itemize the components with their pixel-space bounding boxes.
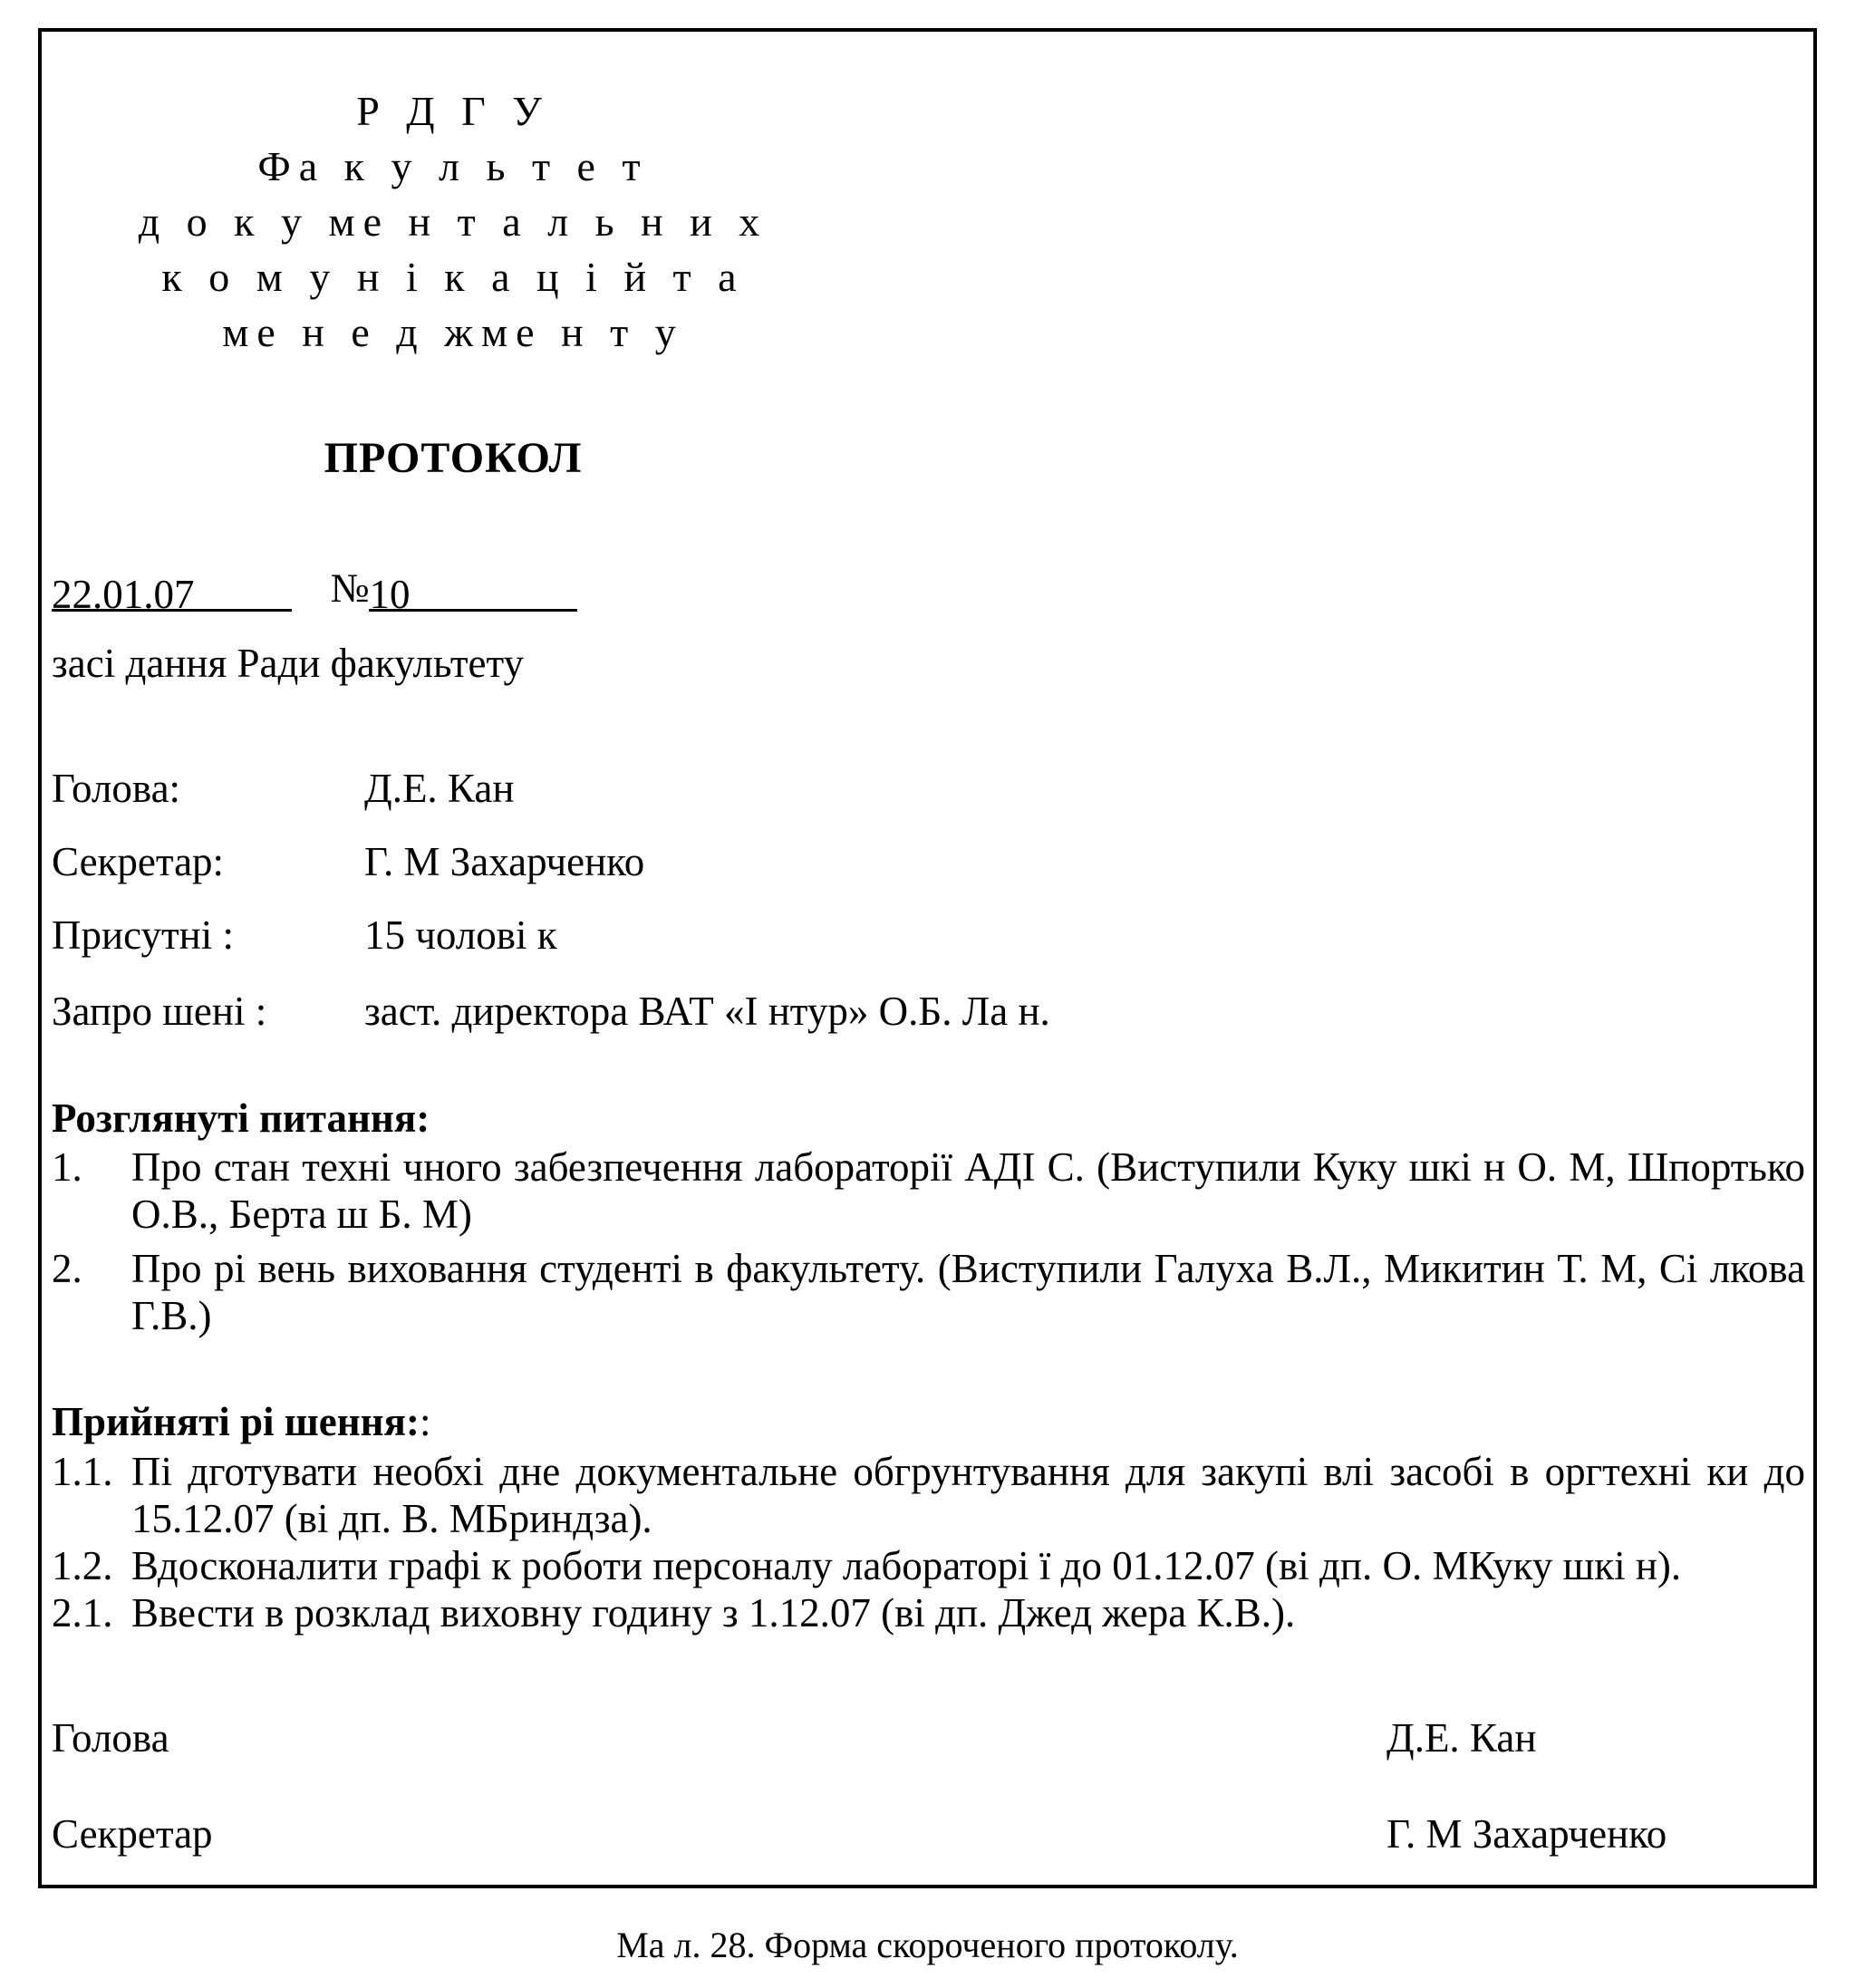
list-item [52, 1245, 1805, 1339]
document-date: 22.01.07 [52, 572, 195, 617]
decisions-list [52, 1448, 1805, 1636]
present-label: Присутні : [52, 912, 234, 958]
item-number: 1.2. [52, 1543, 113, 1588]
invited-label: Запро шені : [52, 989, 267, 1034]
figure-caption: Ма л. 28. Форма скороченого протоколу. [616, 1925, 1239, 1965]
document-title: ПРОТОКОЛ [324, 434, 583, 482]
secretary-label: Секретар: [52, 839, 225, 884]
signature-secretary-name: Г. М Захарченко [1386, 1811, 1667, 1857]
org-line: ме н е д жме н т у [222, 309, 684, 355]
signature-chair-role: Голова [52, 1715, 169, 1761]
item-text: Ввести в розклад виховну годину з 1.12.07 (ві дп. Джед жера К.В.). [131, 1590, 1296, 1636]
list-item [52, 1144, 1805, 1238]
list-item [52, 1448, 1805, 1542]
organization-header [109, 83, 797, 360]
decisions-heading: Прийняті рі шення: [52, 1399, 420, 1444]
org-line: Фа к у л ь т е т [257, 143, 649, 189]
considered-heading: Розглянуті питання: [52, 1095, 430, 1141]
list-item [52, 1589, 1805, 1636]
item-number: 2. [52, 1246, 82, 1291]
item-text: Про стан техні чного забезпечення лабораторії АДІ С. (Виступили Куку шкі н О. М, Шпортько О.В., Берта ш Б. М) [131, 1144, 1805, 1237]
item-number: 1. [52, 1144, 82, 1190]
date-number-line [52, 565, 577, 617]
signature-secretary-role: Секретар [52, 1811, 213, 1857]
invited-value: заст. директора ВАТ «І нтур» О.Б. Ла н. [364, 989, 1050, 1034]
org-line: д о к у ме н т а л ь н и х [138, 198, 768, 245]
meeting-name: засі дання Ради факультету [52, 641, 525, 686]
secretary-value: Г. М Захарченко [364, 839, 645, 884]
present-value: 15 чолові к [364, 912, 557, 958]
item-text: Вдосконалити графі к роботи персоналу лабораторі ї до 01.12.07 (ві дп. О. МКуку шкі н). [131, 1543, 1682, 1588]
decisions-heading-tail: : [419, 1399, 431, 1444]
chair-value: Д.Е. Кан [364, 766, 515, 811]
signature-chair-name: Д.Е. Кан [1386, 1715, 1537, 1761]
item-text: Пі дготувати необхі дне документальне обгрунтування для закупі влі засобі в оргтехні ки до 15.12.07 (ві дп. В. МБриндза). [131, 1449, 1805, 1541]
chair-label: Голова: [52, 766, 181, 811]
considered-list [52, 1144, 1805, 1339]
item-number: 2.1. [52, 1590, 113, 1636]
item-text: Про рі вень виховання студенті в факультету. (Виступили Галуха В.Л., Микитин Т. М, Сі лкова Г.В.) [131, 1246, 1805, 1338]
item-number: 1.1. [52, 1449, 113, 1494]
number-prefix: № [330, 565, 370, 611]
org-line: Р Д Г У [356, 88, 550, 134]
list-item [52, 1542, 1805, 1589]
org-line: к о м у н і к а ц і й т а [161, 254, 745, 300]
document-number: 10 [369, 572, 411, 617]
decisions-heading-line [52, 1398, 430, 1445]
